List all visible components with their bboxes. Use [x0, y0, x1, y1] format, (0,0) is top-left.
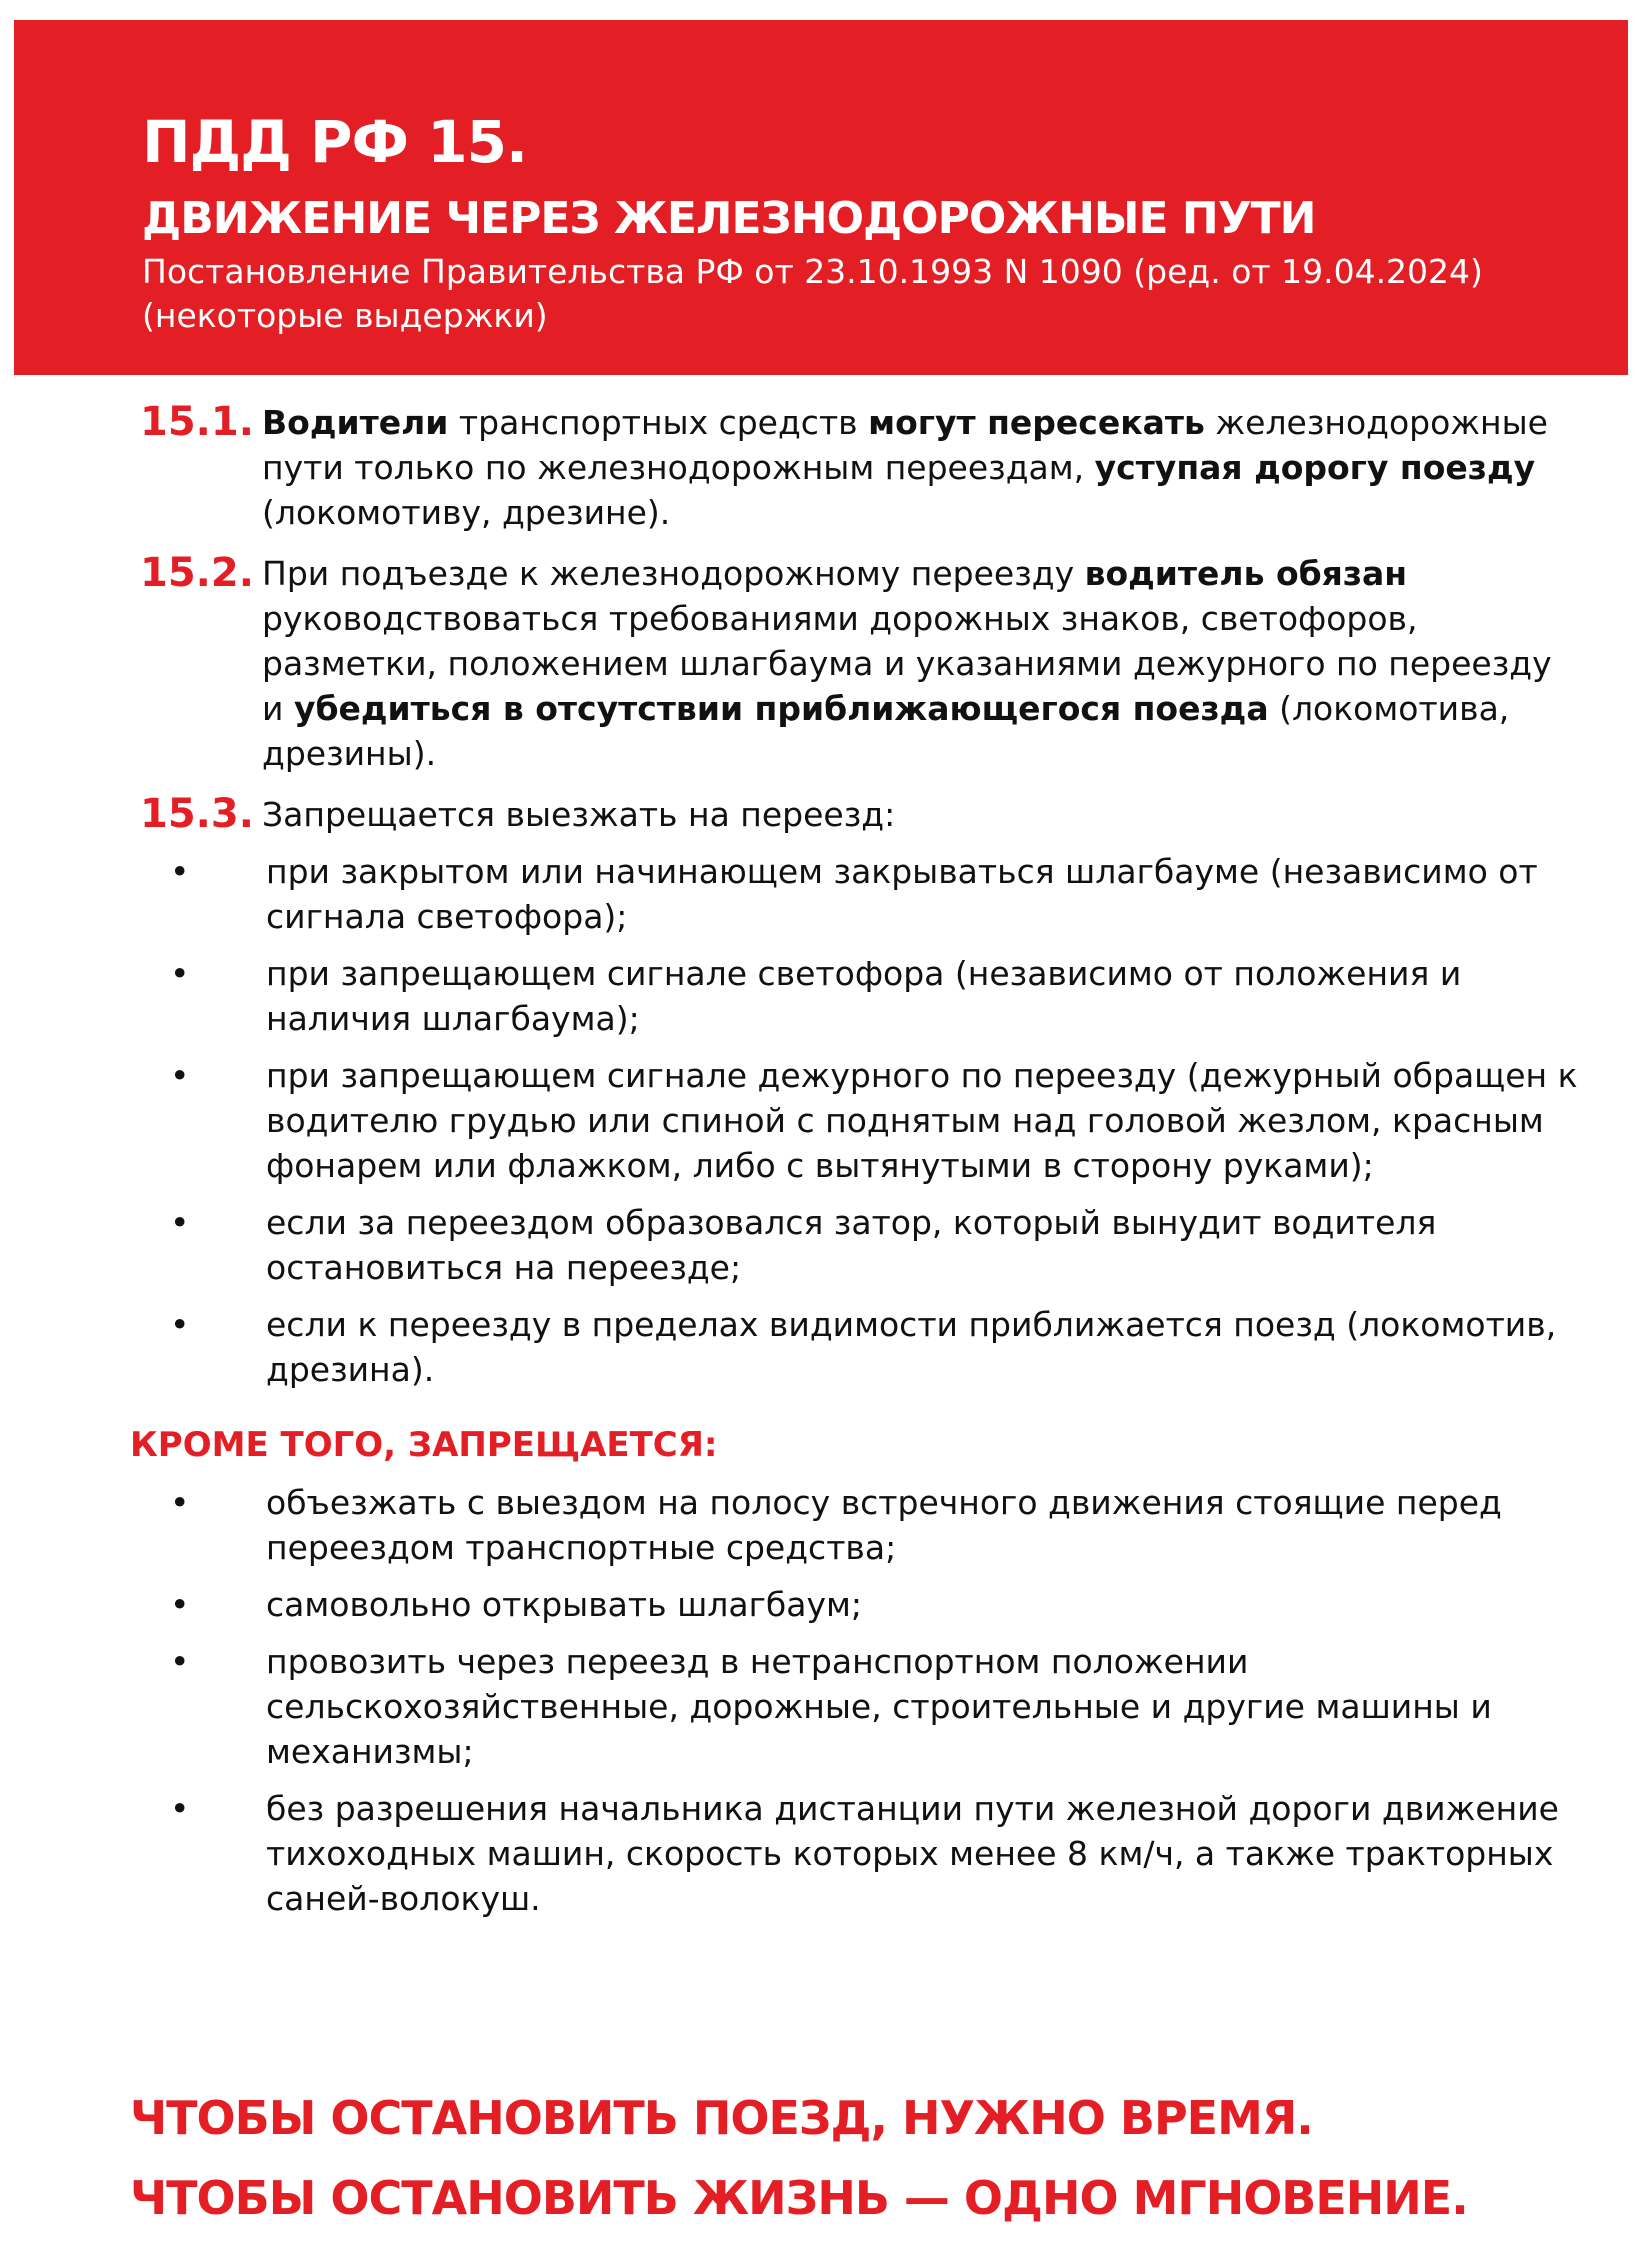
bullet-icon: •: [170, 1789, 190, 1828]
list-item: • при запрещающем сигнале дежурного по переезду (дежурный обращен к водителю грудью или спиной с поднятым над головой жезлом, красным фонарем или флажком, либо с вытянутыми в сторону руками);: [0, 1053, 1642, 1188]
excerpt-note: (некоторые выдержки): [142, 296, 548, 335]
rule-15-1: [0, 400, 1642, 535]
rule-15-2: [0, 551, 1642, 776]
bullet-icon: •: [170, 954, 190, 993]
rules-content: [0, 400, 1642, 1921]
rule-number: 15.2.: [140, 550, 254, 596]
rule-text: При подъезде к железнодорожному переезду: [262, 554, 1085, 593]
list-item: • при запрещающем сигнале светофора (независимо от положения и наличия шлагбаума);: [0, 951, 1642, 1041]
page-subtitle: ДВИЖЕНИЕ ЧЕРЕЗ ЖЕЛЕЗНОДОРОЖНЫЕ ПУТИ: [142, 193, 1316, 244]
rule-number: 15.1.: [140, 399, 254, 445]
rule-text-bold: Водители: [262, 403, 449, 442]
list-item: • если за переездом образовался затор, который вынудит водителя остановиться на переезде;: [0, 1200, 1642, 1290]
rule-text-bold: водитель обязан: [1084, 554, 1408, 593]
list-item: • при закрытом или начинающем закрываться шлагбауме (независимо от сигнала светофора);: [0, 849, 1642, 939]
page-title: ПДД РФ 15.: [142, 108, 528, 176]
list-item: • объезжать с выездом на полосу встречного движения стоящие перед переездом транспортные средства;: [0, 1480, 1642, 1570]
rule-text: (локомотива, дрезины).: [262, 689, 1510, 773]
list-item: • если к переезду в пределах видимости приближается поезд (локомотив, дрезина).: [0, 1302, 1642, 1392]
decree-reference: Постановление Правительства РФ от 23.10.1993 N 1090 (ред. от 19.04.2024): [142, 252, 1483, 291]
bullet-icon: •: [170, 1483, 190, 1522]
bullet-icon: •: [170, 1642, 190, 1681]
rule-text-bold: уступая дорогу поезду: [1094, 448, 1536, 487]
bullet-icon: •: [170, 852, 190, 891]
rule-text: железнодорожные пути только по железнодорожным переездам,: [262, 403, 1548, 487]
header-banner: [14, 20, 1628, 375]
rule-lead-text: Запрещается выезжать на переезд:: [262, 795, 896, 834]
safety-slogan: [130, 2078, 1468, 2238]
slogan-line-1: ЧТОБЫ ОСТАНОВИТЬ ПОЕЗД, НУЖНО ВРЕМЯ.: [130, 2091, 1313, 2145]
rule-text-bold: могут пересекать: [868, 403, 1205, 442]
additional-bullets: [0, 1480, 1642, 1921]
rule-15-3: [0, 792, 1642, 837]
bullet-icon: •: [170, 1585, 190, 1624]
rule-text: (локомотиву, дрезине).: [262, 493, 671, 532]
rule-15-3-bullets: [0, 849, 1642, 1392]
list-item: • провозить через переезд в нетранспортном положении сельскохозяйственные, дорожные, строительные и другие машины и механизмы;: [0, 1639, 1642, 1774]
bullet-icon: •: [170, 1056, 190, 1095]
rule-text: руководствоваться требованиями дорожных знаков, светофоров, разметки, положением шлагбаума и указаниями дежурного по переезду и: [262, 599, 1552, 728]
slogan-line-2: ЧТОБЫ ОСТАНОВИТЬ ЖИЗНЬ — ОДНО МГНОВЕНИЕ.: [130, 2171, 1468, 2225]
rule-text-bold: убедиться в отсутствии приближающегося поезда: [293, 689, 1269, 728]
bullet-icon: •: [170, 1203, 190, 1242]
additional-prohibitions-heading: КРОМЕ ТОГО, ЗАПРЕЩАЕТСЯ:: [130, 1425, 718, 1465]
bullet-icon: •: [170, 1305, 190, 1344]
list-item: • без разрешения начальника дистанции пути железной дороги движение тихоходных машин, скорость которых менее 8 км/ч, а также тракторных саней-волокуш.: [0, 1786, 1642, 1921]
list-item: • самовольно открывать шлагбаум;: [0, 1582, 1642, 1627]
rule-text: транспортных средств: [448, 403, 869, 442]
rule-number: 15.3.: [140, 791, 254, 837]
